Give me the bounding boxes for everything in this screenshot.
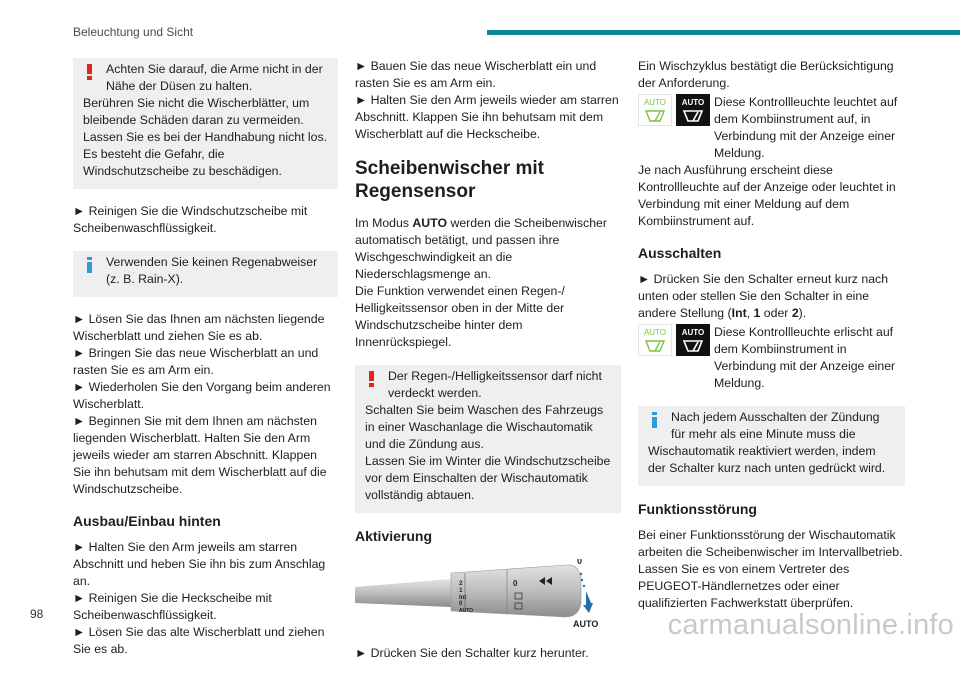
section-heading: Aktivierung [355,528,433,544]
warning-text: Berühren Sie nicht die Wischerblätter, um bleibende Schäden daran zu vermeiden. Lassen Sie es bei der Handhabung nicht los. Es besteht die Gefahr, die Windschutzscheibe zu beschädigen. [83,96,328,178]
info-note [73,251,338,297]
warning-icon [369,371,374,387]
stalk-label: 0 [459,601,463,607]
lamp-label: AUTO [643,328,667,337]
section-heading: Funktionsstörung [638,501,757,517]
wiper-auto-lamp-icon [676,324,710,356]
paragraph: ► Lösen Sie das Ihnen am nächsten liegende Wischerblatt und ziehen Sie es ab. ► Bringen Sie das neue Wischerblatt an und rasten Sie es am Arm ein. ► Wiederholen Sie den Vorgang beim anderen Wischerblatt. ► Beginnen Sie mit dem Ihnen am nächsten liegenden Wischerblatt. Halten Sie den Arm jeweils wieder am starren Abschnitt. Klappen Sie ihn behutsam mit dem Wischerblatt auf die Windschutzscheibe. [73,312,331,496]
warning-first-line: Achten Sie darauf, die Arme nicht in der Nähe der Düsen zu halten. [106,62,323,93]
page-header-title: Beleuchtung und Sicht [73,25,194,39]
figure-auto-label: AUTO [573,619,599,629]
paragraph: Bei einer Funktionsstörung der Wischautomatik arbeiten die Scheibenwischer im Intervallbetrieb. Lassen Sie es von einem Vertreter des PEUGEOT-Händlernetzes oder einer qualifizierten Fachwerkstatt überprüfen. [638,528,903,610]
text-run: Im Modus [355,216,413,230]
watermark: carmanualsonline.info [667,609,954,641]
text-bold-run: 2 [791,306,799,320]
text-run: ► Drücken Sie den Schalter erneut kurz nach unten oder stellen Sie den Schalter in eine andere Stellung ( [638,272,889,320]
warning-text: Schalten Sie beim Waschen des Fahrzeugs in einer Waschanlage die Wischautomatik und die Zündung aus. Lassen Sie im Winter die Windschutzscheibe vor dem Einschalten der Wischautomatik vollständig abtauen. [365,403,611,502]
paragraph: ► Reinigen Sie die Windschutzscheibe mit Scheibenwaschflüssigkeit. [73,204,308,235]
stalk-label: Int [459,595,467,601]
wiper-stalk-figure [355,559,621,639]
text-bold-run: 1 [753,306,761,320]
lamp-text: Diese Kontrollleuchte erlischt auf dem Kombiinstrument in Verbindung mit der Anzeige einer Meldung. [714,325,896,390]
info-text: Wischautomatik reaktiviert werden, indem der Schalter kurz nach unten gedrückt wird. [648,444,886,475]
warning-first-line: Der Regen-/Helligkeitssensor darf nicht verdeckt werden. [388,369,602,400]
stalk-label: AUTO [459,608,474,614]
lamp-label: AUTO [643,98,667,107]
page-number: 98 [30,607,44,621]
lamp-label: AUTO [681,98,705,107]
lamp-label: AUTO [681,328,705,337]
section-heading: Ausschalten [638,245,722,261]
column-1 [73,58,338,672]
text-run: , [746,306,754,320]
section-heading: Ausbau/Einbau hinten [73,513,221,529]
lamp-text: Diese Kontrollleuchte leuchtet auf dem Kombiinstrument auf, in Verbindung mit der Anzeige einer Meldung. [714,95,898,160]
info-icon [652,412,657,428]
paragraph [638,271,905,322]
info-note [638,406,905,486]
paragraph [355,215,621,351]
text-run: werden die Scheibenwischer automatisch betätigt, und passen ihre Wischgeschwindigkeit an die Niederschlagsmenge an. Die Funktion verwendet einen Regen-/ Helligkeitssensor oben in der Mitte der Windschutzscheibe hinter dem Innenrückspiegel. [355,216,607,349]
text-run: ). [798,306,807,320]
info-text: Verwenden Sie keinen Regenabweiser (z. B. Rain-X). [106,255,318,286]
lamp-description [638,324,905,392]
section-title: Scheibenwischer mit Regensensor [355,158,545,202]
column-3 [638,58,905,626]
stalk-label: 0 [513,579,518,588]
paragraph: ► Bauen Sie das neue Wischerblatt ein und rasten Sie es am Arm ein. ► Halten Sie den Arm jeweils wieder am starren Abschnitt. Klappen Sie ihn behutsam mit dem Wischerblatt auf die Heckscheibe. [355,59,619,141]
paragraph: ► Halten Sie den Arm jeweils am starren Abschnitt und heben Sie ihn bis zum Anschlag an. ► Reinigen Sie die Heckscheibe mit Scheibenwaschflüssigkeit. ► Lösen Sie das alte Wischerblatt und ziehen Sie es ab. [73,540,326,656]
wiper-auto-lamp-icon [638,94,672,126]
warning-icon [87,64,92,80]
warning-note [355,365,621,513]
text-bold-run: AUTO [412,216,448,230]
warning-note [73,58,338,189]
info-icon [87,257,92,273]
wiper-auto-lamp-icon [676,94,710,126]
paragraph: Je nach Ausführung erscheint diese Kontrollleuchte auf der Anzeige oder leuchtet in Verbindung mit einer Meldung auf dem Kombiinstrument auf. [638,163,896,228]
wiper-auto-lamp-icon [638,324,672,356]
stalk-label: 2 [459,580,463,587]
text-run: oder [760,306,792,320]
text-bold-run: Int [731,306,747,320]
header-accent-bar [487,30,960,35]
stalk-label: 1 [459,587,463,594]
info-first-line: Nach jedem Ausschalten der Zündung für mehr als eine Minute muss die [671,410,880,441]
paragraph: ► Drücken Sie den Schalter kurz herunter. [355,646,589,660]
column-2 [355,58,621,676]
lamp-description [638,94,905,162]
paragraph: Ein Wischzyklus bestätigt die Berücksichtigung der Anforderung. [638,59,894,90]
figure-position-label: 0 [577,559,583,566]
